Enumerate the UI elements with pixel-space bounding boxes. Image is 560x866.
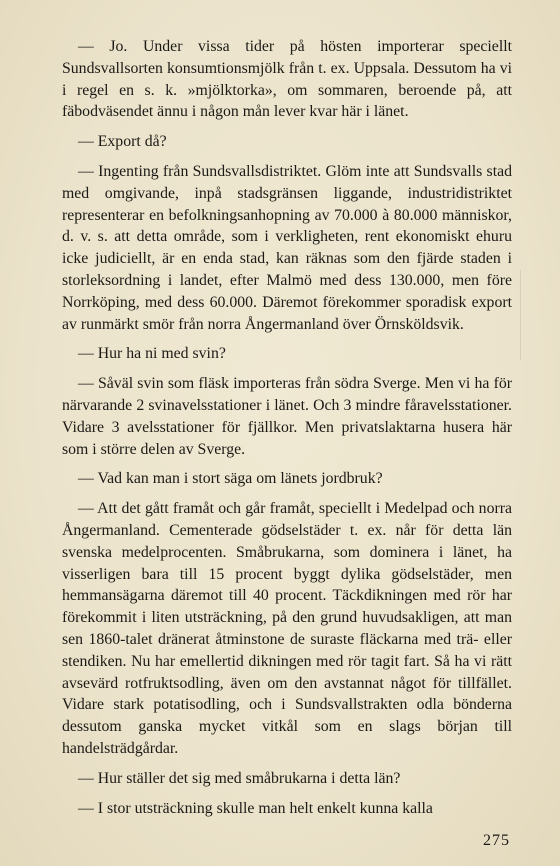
page-number: 275 — [483, 832, 510, 849]
paragraph: — Ingenting från Sundsvallsdistriktet. Glöm inte att Sundsvalls stad med omgivande, inpå stadsgränsen liggande, industridistriktet representerar en befolkningsanhopning av 70.000 à 80.000 människor, d. v. s. att detta område, som i verkligheten, rent ekonomiskt ehuru icke judiciellt, är en enda stad, kan räknas som den fjärde staden i storleksordning i landet, efter Malmö med dess 130.000, men före Norrköping, med dess 60.000. Däremot förekommer sporadisk export av runmärkt smör från norra Ångermanland över Örnsköldsvik. — [62, 162, 512, 333]
paragraph: — Hur ha ni med svin? — [78, 345, 226, 363]
paragraph: — Vad kan man i stort säga om länets jordbruk? — [78, 470, 383, 488]
paragraph: — I stor utsträckning skulle man helt enkelt kunna kalla — [78, 799, 433, 817]
paragraph: — Jo. Under vissa tider på hösten importerar speciellt Sundsvallsorten konsumtionsmjölk från t. ex. Uppsala. Dessutom ha vi i regel en s. k. »mjölktorka», om sommaren, beroende på, att fäbodväsendet ännu i någon mån lever kvar här i länet. — [62, 38, 512, 121]
body-text — [62, 36, 512, 819]
paragraph: — Att det gått framåt och går framåt, speciellt i Medelpad och norra Ångermanland. Cementerade gödselstäder t. ex. når för detta län svenska medelprocenten. Småbrukarna, som dominera i länet, ha visserligen bara till 15 procent byggt dylika gödselstäder, men hemmansägarna däremot till 40 procent. Täckdikningen med rör har förekommit i liten utsträckning, på den grund huvudsakligen, att man sen 1860-talet dränerat åtminstone de suraste fläckarna med trä- eller stendiken. Nu har emellertid dikningen med rör tagit fart. Så ha vi rätt avsevärd rotfruktsodling, även om den avstannat något för tillfället. Vidare stark potatisodling, och i Sundsvallstrakten odla bönderna dessutom ganska mycket vitkål som en slags början till handelsträdgårdar. — [62, 500, 512, 757]
paragraph: — Hur ställer det sig med småbrukarna i detta län? — [78, 769, 401, 787]
paragraph: — Såväl svin som fläsk importeras från södra Sverge. Men vi ha för närvarande 2 svinavelsstationer i länet. Och 3 mindre fåravelsstationer. Vidare 3 avelsstationer för fjällkor. Men privatslaktarna husera här som i större delen av Sverge. — [62, 375, 512, 458]
paragraph: — Export då? — [78, 133, 167, 151]
page-fold-mark — [520, 270, 521, 360]
